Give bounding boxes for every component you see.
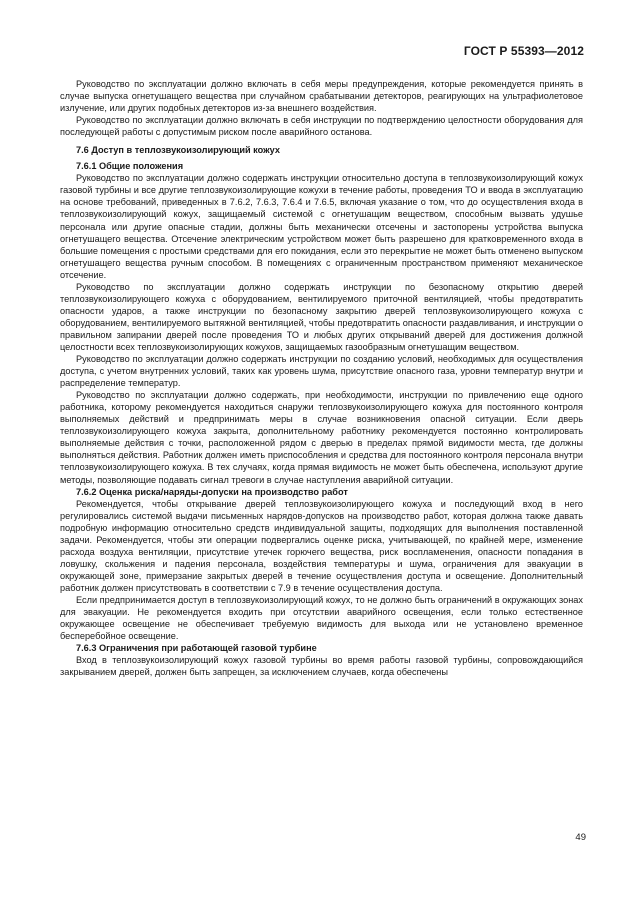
standard-header: ГОСТ Р 55393—2012 <box>463 44 584 58</box>
section-7-6-3-title: 7.6.3 Ограничения при работающей газовой турбине <box>76 643 317 654</box>
section-7-6-3-paragraph: Вход в теплозвукоизолирующий кожух газовой турбины во время работы газовой турбины, сопровождающийся закрыванием дверей, должен быть запрещен, за исключением случаев, когда обеспечены <box>60 655 583 678</box>
section-7-6-2-title: 7.6.2 Оценка риска/наряды-допуски на производство работ <box>76 486 348 497</box>
intro-paragraph-1: Руководство по эксплуатации должно включать в себя меры предупреждения, которые рекомендуется принять в случае выпуска огнетушащего вещества при случайном срабатывании детекторов, реагирующих на ультрафиолетовое излучение, или других подобных детекторов из-за внешнего воздействия. <box>60 79 583 114</box>
page-number: 49 <box>575 832 586 843</box>
section-7-6-2-paragraph: Если предпринимается доступ в теплозвукоизолирующий кожух, то не должно быть ограничений в окружающих зонах для эвакуации. Не рекомендуется входить при отсутствии аварийного освещения, если только естественное окружающее освещение не обеспечивает требуемую видимость для выхода или не установлено временное бесперебойное освещение. <box>60 594 583 642</box>
page-content <box>60 78 583 678</box>
intro-paragraph-2: Руководство по эксплуатации должно включать в себя инструкции по подтверждению целостности оборудования для последующей работы с допустимым риском после аварийного останова. <box>60 115 583 138</box>
section-7-6-1-paragraph: Руководство по эксплуатации должно содержать инструкции по созданию условий, необходимых для осуществления доступа, с учетом внутренних условий, таких как уровень шума, присутствие опасного газа, уровни температур внутри и распределение температур. <box>60 354 583 389</box>
section-7-6-1-paragraph: Руководство по эксплуатации должно содержать инструкции по безопасному открытию дверей теплозвукоизолирующего кожуха с оборудованием, вентилируемого приточной вентиляцией, чтобы предотвратить опасности ударов, а также инструкции по безопасному закрытию дверей теплозвукоизолирующего кожуха с оборудованием, вентилируемого вытяжной вентиляцией, чтобы предотвратить опасности раздавливания, и инструкции о правильном запирании дверей после проведения ТО и любых других открываний дверей для достижения должной целостности всех теплозвукоизолирующих кожухов, защищаемых газообразным огнетушащим веществом. <box>60 281 583 352</box>
section-7-6-1-title: 7.6.1 Общие положения <box>76 161 184 172</box>
section-7-6-1-paragraph: Руководство по эксплуатации должно содержать инструкции относительно доступа в теплозвукоизолирующий кожух газовой турбины и все другие теплозвукоизолирующие кожухи в течение работы, проведения ТО и ввода в эксплуатацию на основе требований, приведенных в 7.6.2, 7.6.3, 7.6.4 и 7.6.5, включая указание о том, что до осуществления входа в теплозвукоизолирующий кожух, защищаемый системой с огнетушащим веществом, способным вызвать удушье персонала или другие опасные стадии, должны быть механически отсечены и застопорены устройства выпуска огнетушащего вещества. Отсечение электрическим устройством может быть разрешено для кратковременного входа в большие помещения с простыми средствами для его покидания, если это перекрытие не может быть отменено выпуском огнетушащего вещества ручным способом. В помещениях с ограниченным пространством применяют механическое отсечение. <box>60 173 583 280</box>
section-7-6-2-paragraph: Рекомендуется, чтобы открывание дверей теплозвукоизолирующего кожуха и последующий вход в него регулировались системой выдачи письменных нарядов-допусков на производство работ, которая должна также давать подробную информацию относительно средств индивидуальной защиты, подходящих для выполнения поставленной задачи. Рекомендуется, чтобы эти операции подвергались оценке риска, учитывающей, по крайней мере, изменение расхода воздуха вентиляции, присутствие утечек горючего вещества, риск воспламенения, опасности попадания в ловушку, скольжения и падения персонала, воздействия температуры и шума, ограничения для эвакуации в окружающей зоне, примерзание закрытых дверей в течение осуществления доступа и освещение. Дополнительный работник должен присутствовать в соответствии с 7.9 в течение осуществления доступа. <box>60 498 583 593</box>
section-7-6-1-paragraph: Руководство по эксплуатации должно содержать, при необходимости, инструкции по привлечению еще одного работника, которому рекомендуется находиться снаружи теплозвукоизолирующего кожуха для постоянного контроля выполняемых действий и предпринимать меры в случае возникновения опасной ситуации. Если дверь теплозвукоизолирующего кожуха закрыта, дополнительному работнику рекомендуется постоянно контролировать выполняемые действия с точки, расположенной рядом с дверью в пределах прямой видимости места, где должны выполняться действия. Работник должен иметь приспособления и средства для постоянного контроля персонала внутри теплозвукоизолирующего кожуха. В тех случаях, когда прямая видимость не может быть обеспечена, используют другие методы, позволяющие подавать сигнал тревоги в случае наступления аварийной ситуации. <box>60 390 583 485</box>
section-7-6-title: 7.6 Доступ в теплозвукоизолирующий кожух <box>76 145 280 156</box>
